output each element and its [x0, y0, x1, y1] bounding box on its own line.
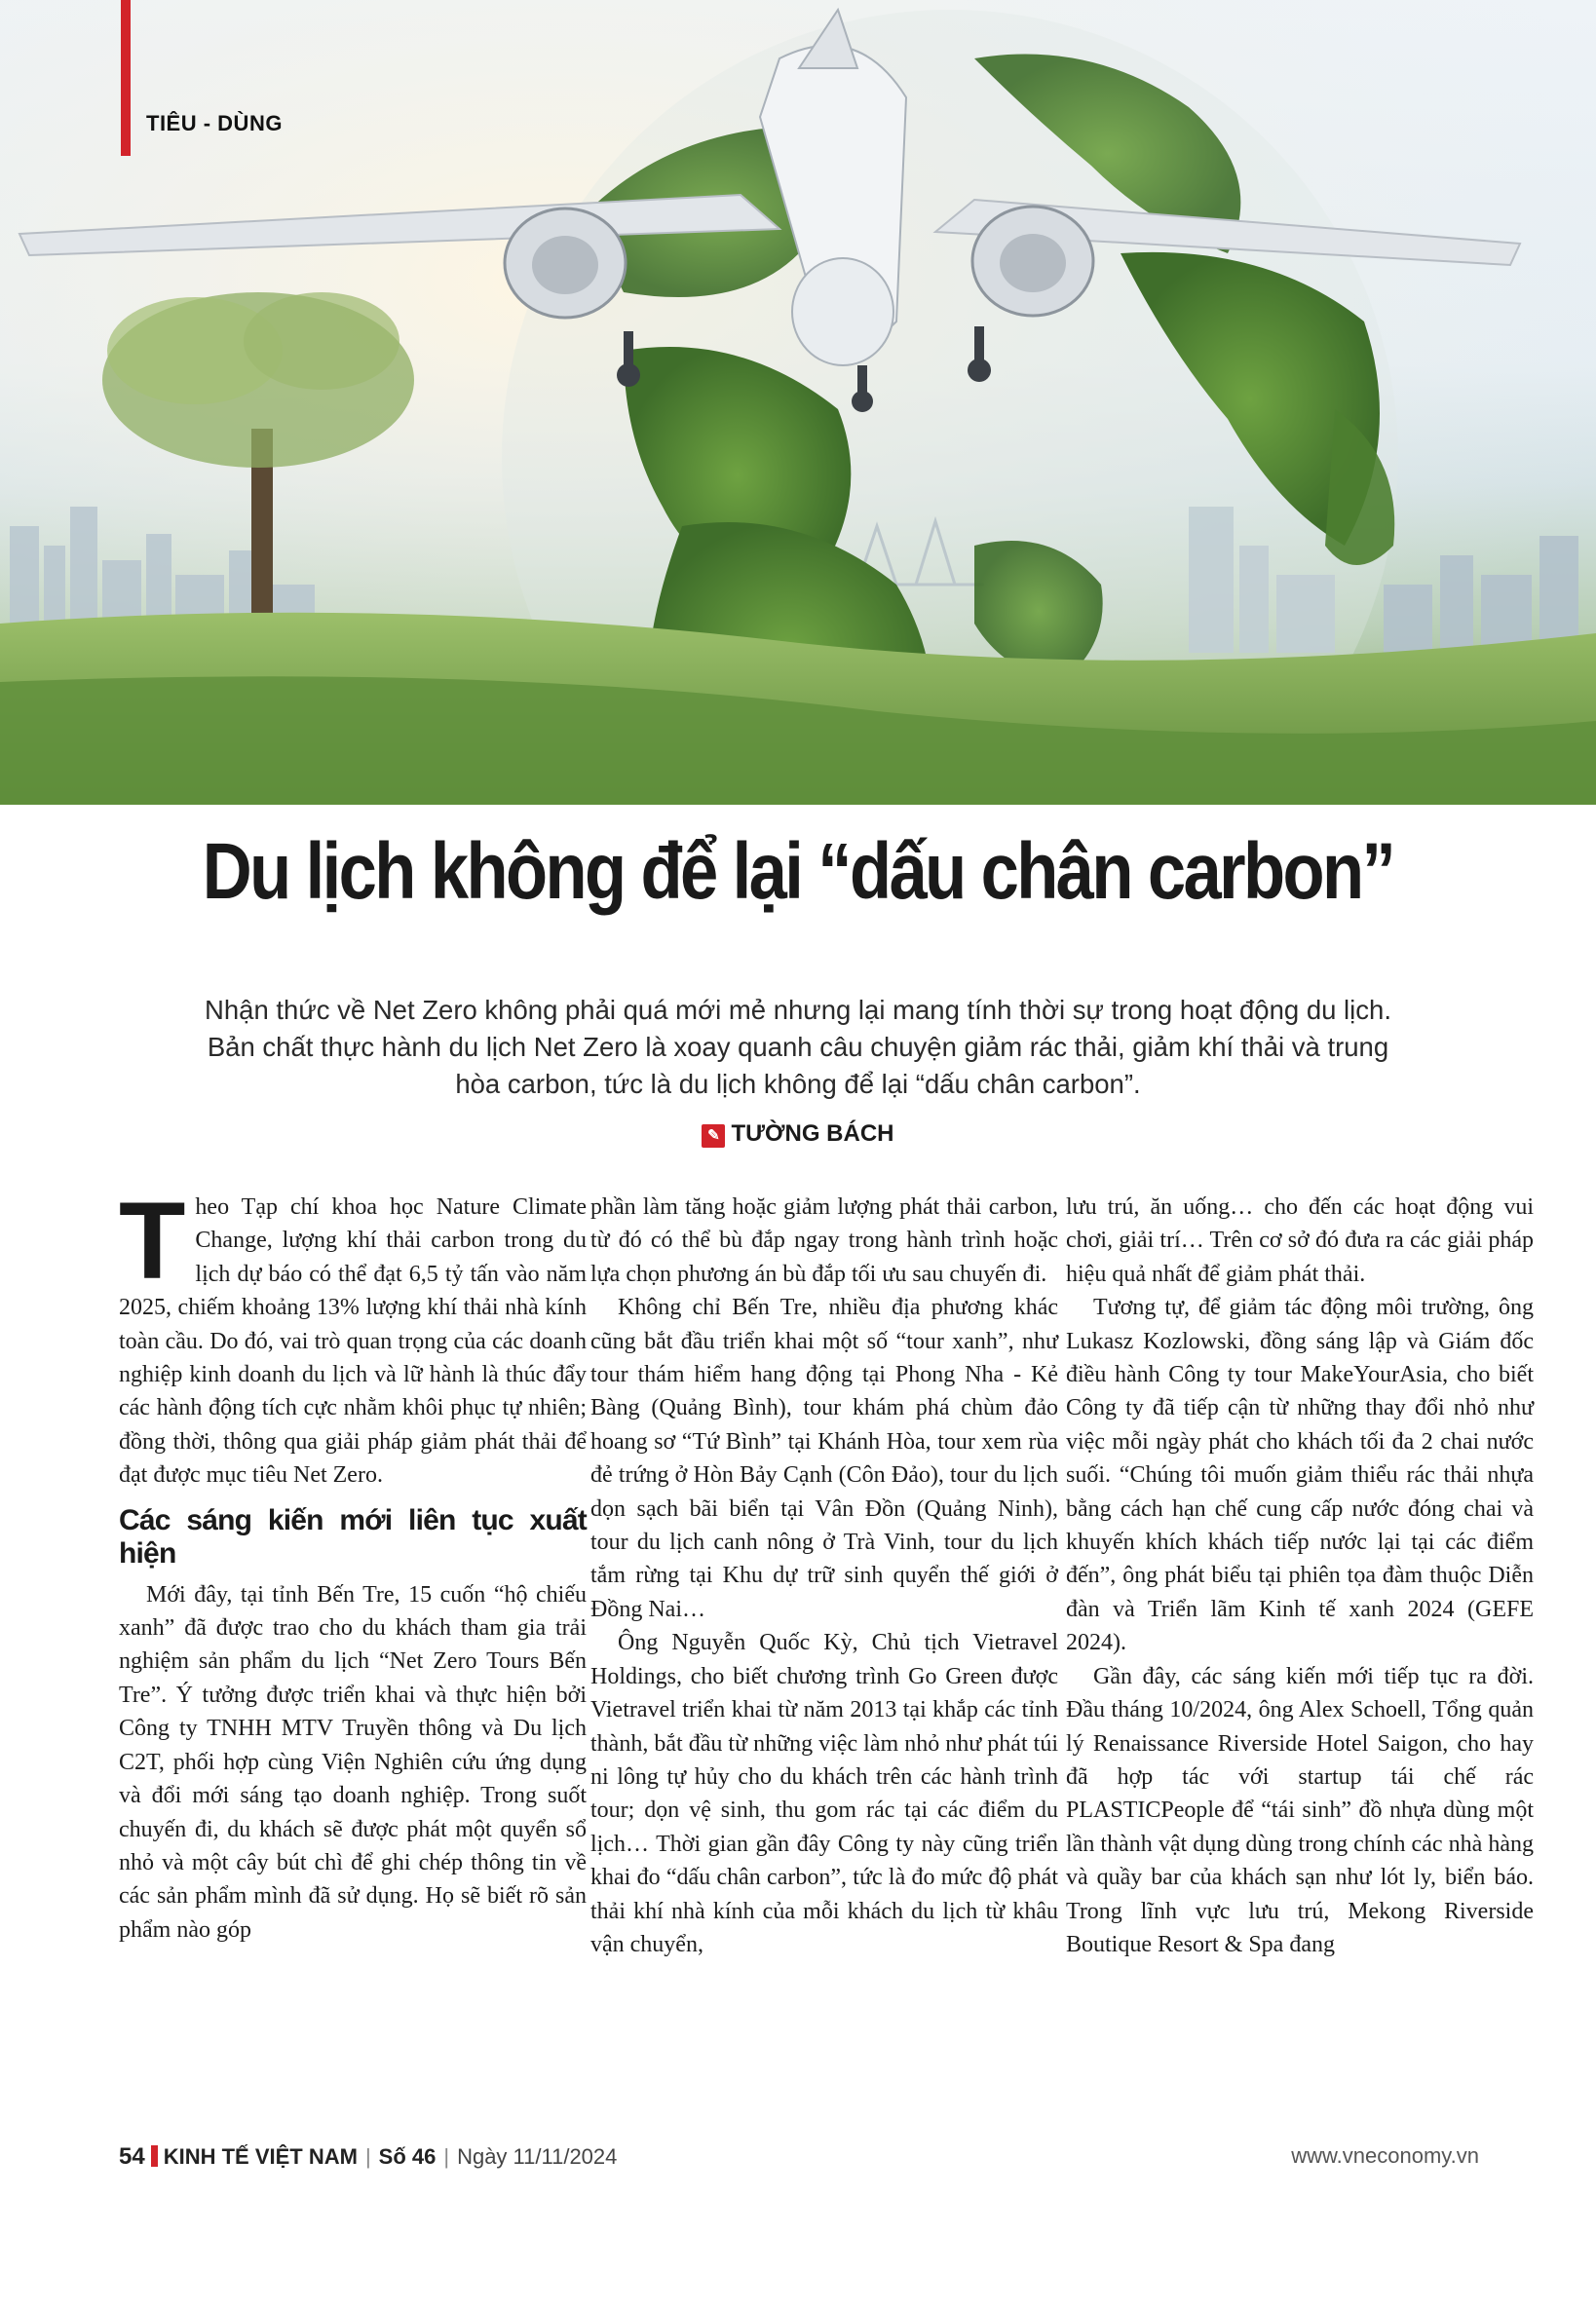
issue-number: Số 46: [378, 2144, 437, 2169]
paragraph-intro: Theo Tạp chí khoa học Nature Climate Change, lượng khí thải carbon trong du lịch dự báo có thể đạt 6,5 tỷ tấn vào năm 2025, chiếm khoảng 13% lượng khí thải nhà kính toàn cầu. Do đó, vai trò quan trọng của các doanh nghiệp kinh doanh du lịch và lữ hành là thúc đẩy các hành động tích cực nhằm khôi phục tự nhiên; đồng thời, thông qua giải pháp giảm phát thải để đạt được mục tiêu Net Zero.: [119, 1180, 587, 1489]
paragraph: Mới đây, tại tỉnh Bến Tre, 15 cuốn “hộ chiếu xanh” đã được trao cho du khách tham gia trải nghiệm sản phẩm du lịch “Net Zero Tours Bến Tre”. Ý tưởng được triển khai và thực hiện bởi Công ty TNHH MTV Truyền thông và Du lịch C2T, phối hợp cùng Viện Nghiên cứu ứng dụng và đổi mới sáng tạo doanh nghiệp. Trong suốt chuyến đi, du khách sẽ được phát một quyển sổ nhỏ và một cây bút chì để ghi chép thông tin về các sản phẩm mình đã sử dụng. Họ sẽ biết rõ sản phẩm nào góp: [119, 1581, 587, 1943]
magazine-name: KINH TẾ VIỆT NAM: [163, 2144, 358, 2169]
subheading: Các sáng kiến mới liên tục xuất hiện: [119, 1503, 587, 1570]
paragraph: Gần đây, các sáng kiến mới tiếp tục ra đời. Đầu tháng 10/2024, ông Alex Schoell, Tổng quản lý Renaissance Riverside Hotel Saigon, cho hay đã hợp tác với startup tái chế rác PLASTICPeople để “tái sinh” đồ nhựa dùng một lần thành vật dụng dùng trong chính các nhà hàng và quầy bar của khách sạn như lót ly, biển báo. Trong lĩnh vực lưu trú, Mekong Riverside Boutique Resort & Spa đang: [1066, 1663, 1534, 1957]
column-1: [119, 1180, 587, 1947]
paragraph: Ông Nguyễn Quốc Kỳ, Chủ tịch Vietravel Holdings, cho biết chương trình Go Green được Vietravel triển khai từ năm 2013 tại khắp các tỉnh thành, bắt đầu từ những việc làm nhỏ như phát túi ni lông tự hủy cho du khách trên các hành trình tour; dọn vệ sinh, thu gom rác tại các điểm du lịch… Thời gian gần đây Công ty này cũng triển khai đo “dấu chân carbon”, tức là đo mức độ phát thải khí nhà kính của mỗi khách du lịch từ khâu vận chuyển,: [590, 1630, 1058, 1957]
author-name: TƯỜNG BÁCH: [731, 1120, 894, 1147]
article-lead: Nhận thức về Net Zero không phải quá mới mẻ nhưng lại mang tính thời sự trong hoạt động du lịch. Bản chất thực hành du lịch Net Zero là xoay quanh câu chuyện giảm rác thải, giảm khí thải và trung hòa carbon, tức là du lịch không để lại “dấu chân carbon”.: [205, 995, 1391, 1099]
column-2: [590, 1191, 1058, 1961]
page-number: 54: [119, 2143, 145, 2170]
column-3: [1066, 1191, 1534, 1961]
footer-separator: |: [364, 2144, 371, 2169]
byline: [0, 1120, 1596, 1148]
page-footer: [119, 2143, 1479, 2182]
article-title: Du lịch không để lại “dấu chân carbon”: [202, 827, 1394, 916]
paragraph: Không chỉ Bến Tre, nhiều địa phương khác cũng bắt đầu triển khai một số “tour xanh”, như tour thám hiểm hang động tại Phong Nha - Kẻ Bàng (Quảng Bình), tour khám phá chùm đảo hoang sơ “Tứ Bình” tại Khánh Hòa, tour xem rùa đẻ trứng ở Hòn Bảy Cạnh (Côn Đảo), tour du lịch dọn sạch bãi biển tại Vân Đồn (Quảng Ninh), tour du lịch canh nông ở Trà Vinh, tour du lịch tắm rừng tại Khu dự trữ sinh quyển thế giới ở Đồng Nai…: [590, 1295, 1058, 1622]
drop-cap: T: [119, 1180, 186, 1302]
footer-separator: |: [443, 2144, 450, 2169]
section-accent-bar: [121, 0, 131, 156]
issue-date: Ngày 11/11/2024: [457, 2144, 618, 2169]
paragraph: phần làm tăng hoặc giảm lượng phát thải carbon, từ đó có thể bù đắp ngay trong hành trình hoặc lựa chọn phương án bù đắp tối ưu sau chuyến đi.: [590, 1194, 1058, 1287]
paragraph: Tương tự, để giảm tác động môi trường, ông Lukasz Kozlowski, đồng sáng lập và Giám đốc điều hành Công ty tour MakeYourAsia, cho biết Công ty đã tiếp cận từ những thay đổi nhỏ như việc mỗi ngày phát cho khách tối đa 2 chai nước suối. “Chúng tôi muốn giảm thiểu rác thải nhựa bằng cách hạn chế cung cấp nước đóng chai và khuyến khích khách tiếp nước lại tại các điểm đến”, ông phát biểu tại phiên tọa đàm thuộc Diễn đàn và Triển lãm Kinh tế xanh 2024 (GEFE 2024).: [1066, 1295, 1534, 1656]
pen-icon: ✎: [702, 1124, 725, 1148]
website-link[interactable]: www.vneconomy.vn: [1291, 2143, 1479, 2168]
section-label: TIÊU - DÙNG: [146, 111, 283, 135]
paragraph: lưu trú, ăn uống… cho đến các hoạt động vui chơi, giải trí… Trên cơ sở đó đưa ra các giải pháp hiệu quả nhất để giảm phát thải.: [1066, 1194, 1534, 1287]
footer-accent-bar: [151, 2145, 158, 2167]
